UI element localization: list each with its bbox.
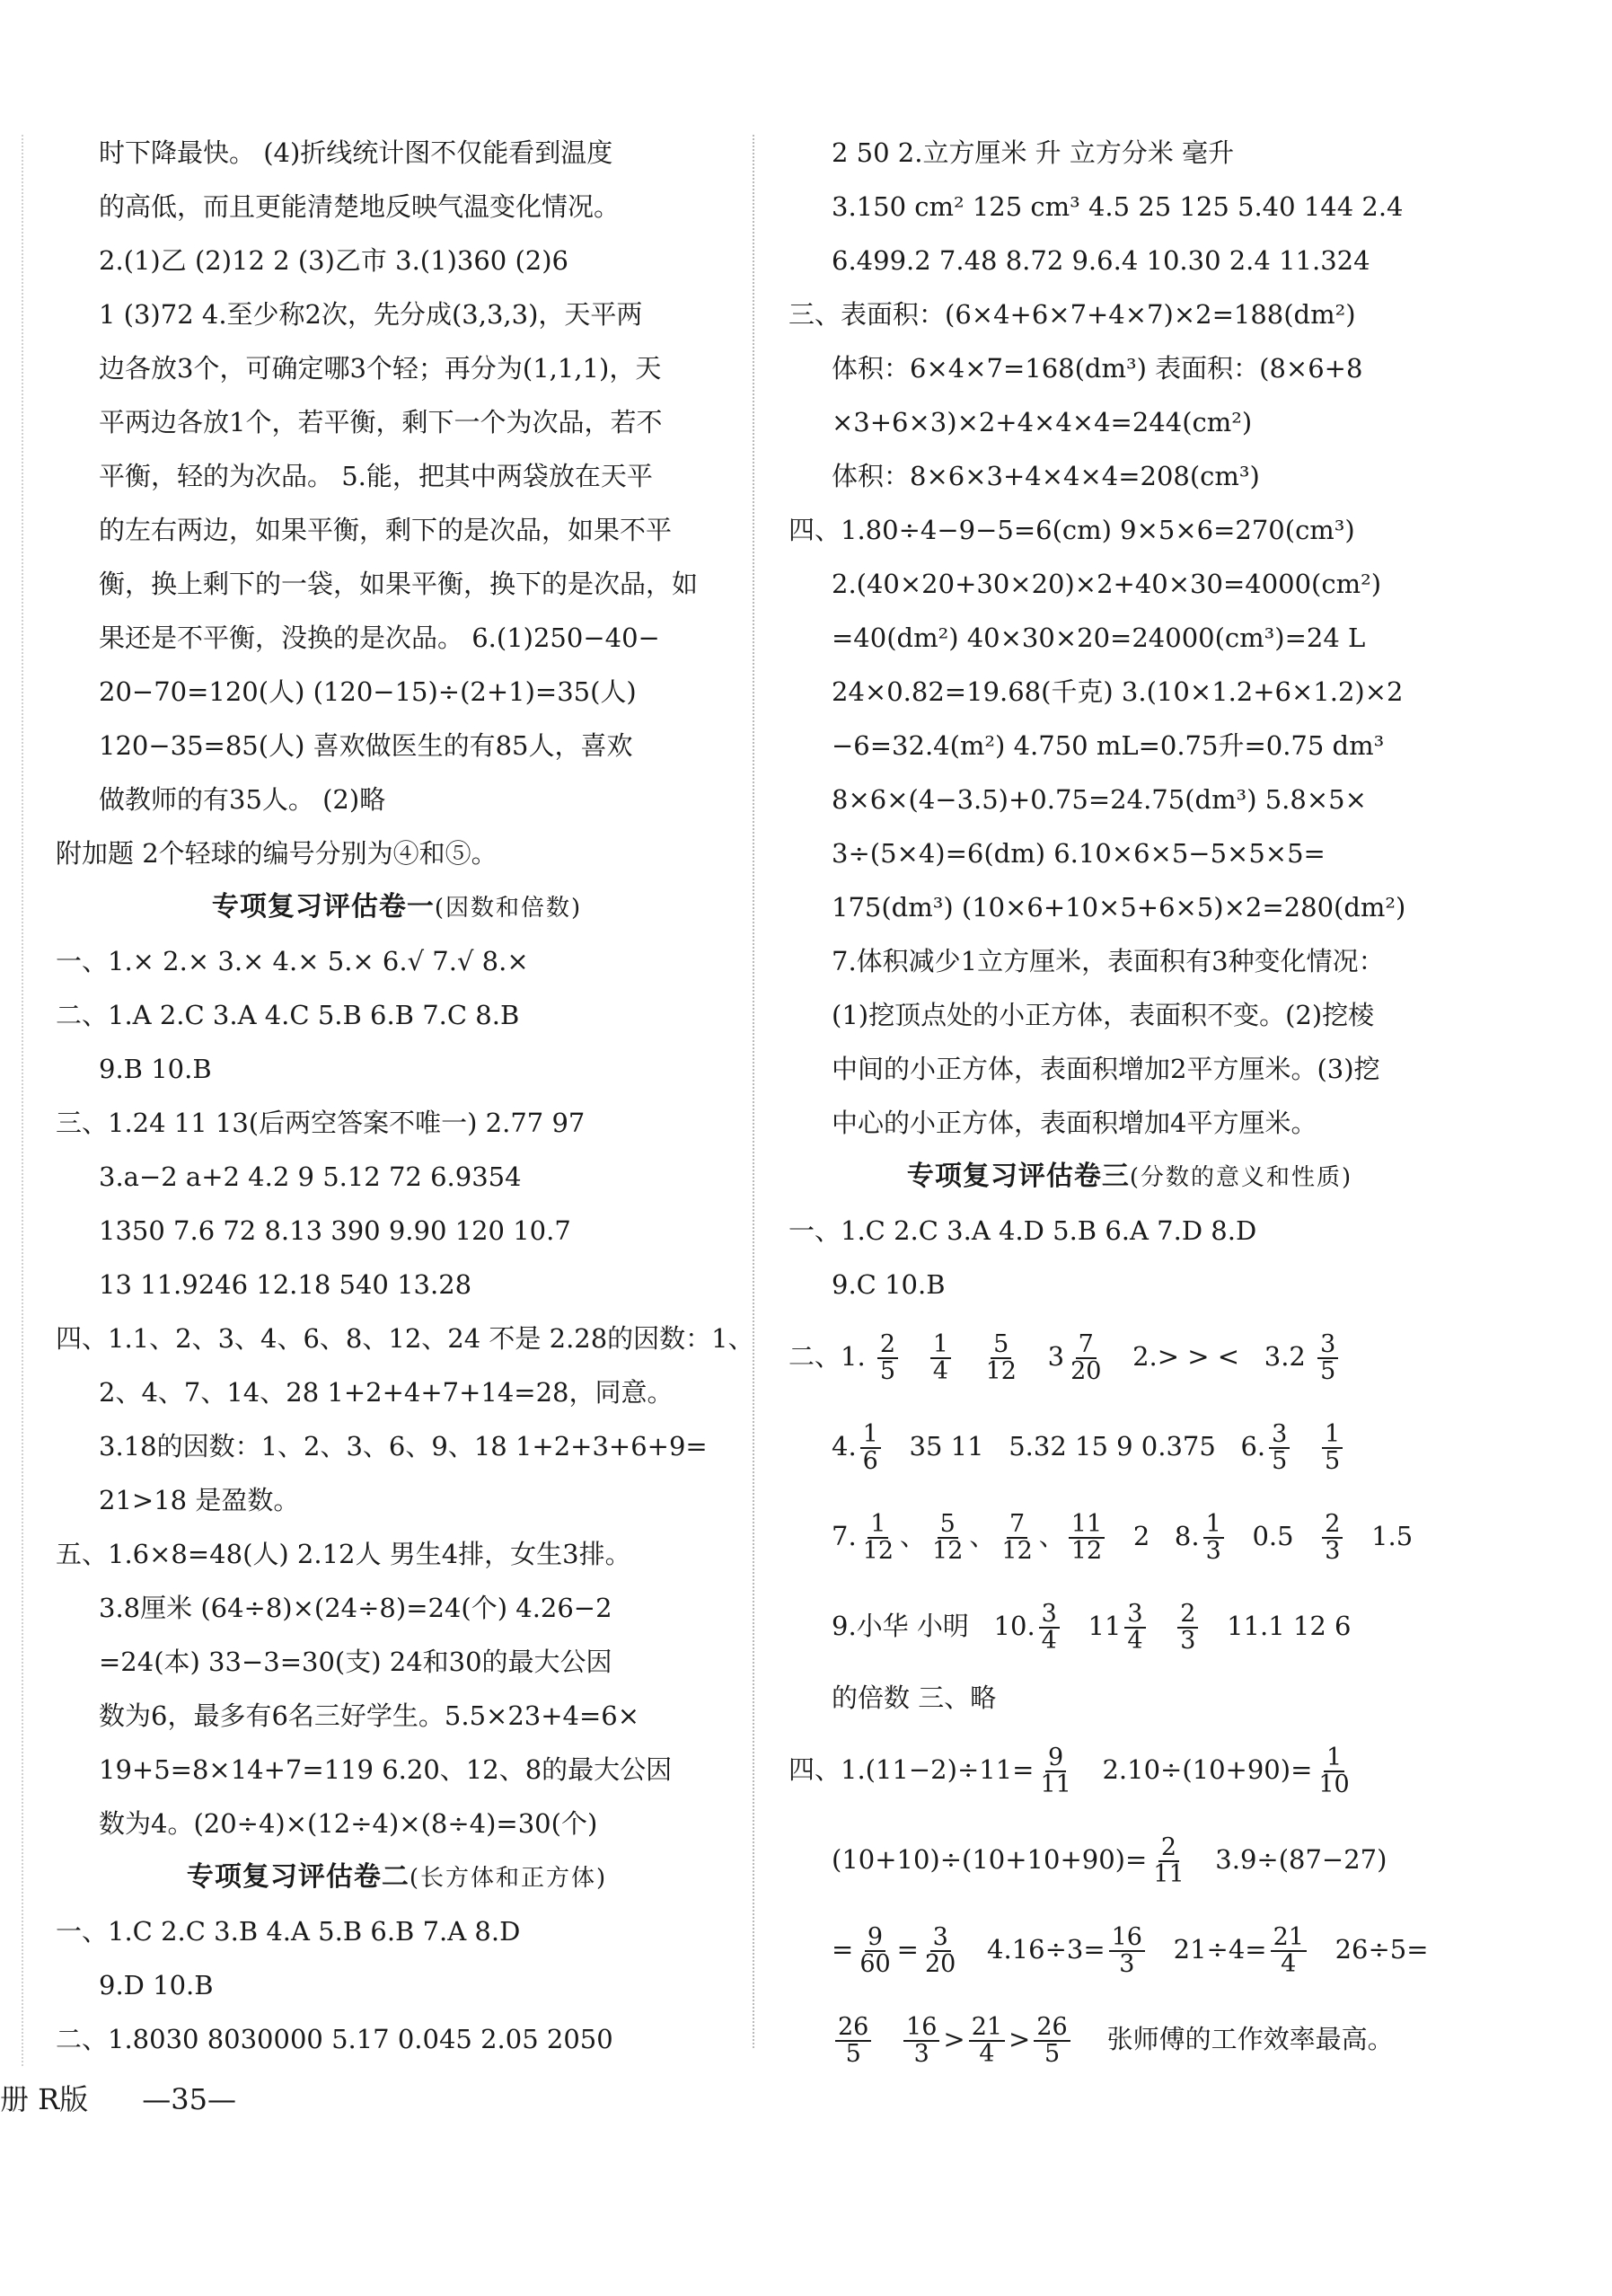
answer-line: 9.D 10.B — [99, 1970, 214, 2000]
section-subtitle: (长方体和正方体) — [409, 1865, 608, 1892]
fraction — [903, 2012, 939, 2068]
page-edge-divider — [22, 135, 23, 2066]
answer-line: 3.18的因数：1、2、3、6、9、18 1+2+3+6+9= — [99, 1431, 708, 1461]
answer-text: 2.10÷(10+90)= — [1102, 1754, 1313, 1785]
answer-line: 衡，换上剩下的一袋，如果平衡，换下的是次品，如 — [99, 569, 699, 599]
numerator: 1 — [860, 1422, 881, 1449]
fraction — [1037, 1745, 1073, 1798]
answer-line: 8×6×(4−3.5)+0.75=24.75(dm³) 5.8×5× — [832, 784, 1367, 815]
denominator: 11 — [1040, 1771, 1071, 1798]
denominator: 12 — [985, 1357, 1017, 1385]
answer-line: 二、1.8030 8030000 5.17 0.045 2.05 2050 — [56, 2024, 613, 2054]
numerator: 16 — [903, 2015, 939, 2042]
denominator: 4 — [1041, 1627, 1057, 1655]
denominator: 20 — [924, 1950, 956, 1978]
numerator: 11 — [1069, 1512, 1105, 1539]
answer-line: 3.a−2 a+2 4.2 9 5.12 72 6.9354 — [99, 1161, 522, 1192]
answer-line: 13 11.9246 12.18 540 13.28 — [99, 1269, 472, 1300]
fraction — [1150, 1832, 1186, 1888]
numerator: 1 — [1324, 1745, 1344, 1772]
fraction — [1322, 1509, 1343, 1565]
section-subtitle: (因数和倍数) — [434, 895, 583, 922]
fraction-answer-line — [788, 1491, 1471, 1581]
section-title-review-2 — [56, 1850, 738, 1904]
answer-line: 平衡，轻的为次品。 5.能，把其中两袋放在天平 — [99, 461, 653, 491]
equals: = — [896, 1934, 919, 1965]
answer-line: 一、1.C 2.C 3.B 4.A 5.B 6.B 7.A 8.D — [56, 1916, 521, 1947]
answer-text: 四、1.(11−2)÷11= — [788, 1754, 1035, 1785]
numerator: 3 — [930, 1925, 951, 1952]
numerator: 26 — [835, 2015, 871, 2042]
numerator: 2 — [1177, 1602, 1198, 1629]
answer-line: −6=32.4(m²) 4.750 mL=0.75升=0.75 dm³ — [832, 730, 1385, 761]
bonus-question-line: 附加题 2个轻球的编号分别为④和⑤。 — [56, 838, 498, 869]
answer-text: 1.5 — [1371, 1521, 1414, 1551]
answer-line: 3.8厘米 (64÷8)×(24÷8)=24(个) 4.26−2 — [99, 1593, 612, 1623]
fraction-answer-line — [788, 1994, 1471, 2084]
numerator: 9 — [1045, 1745, 1066, 1772]
numerator: 21 — [1271, 1925, 1307, 1952]
answer-line: 中间的小正方体，表面积增加2平方厘米。(3)挖 — [832, 1054, 1380, 1084]
denominator: 4 — [1127, 1627, 1143, 1655]
answer-line: 一、1.× 2.× 3.× 4.× 5.× 6.√ 7.√ 8.× — [56, 946, 529, 976]
answer-line: 一、1.C 2.C 3.A 4.D 5.B 6.A 7.D 8.D — [788, 1215, 1257, 1246]
answer-line: 的左右两边，如果平衡，剩下的是次品，如果不平 — [99, 515, 673, 545]
answer-line: 120−35=85(人) 喜欢做医生的有85人，喜欢 — [99, 730, 633, 761]
denominator: 10 — [1318, 1771, 1350, 1798]
fraction — [922, 1922, 958, 1978]
answer-text: 3.9÷(87−27) — [1215, 1844, 1387, 1875]
denominator: 5 — [879, 1357, 896, 1385]
answer-text: 21÷4= — [1173, 1934, 1267, 1965]
answer-line: ×3+6×3)×2+4×4×4=244(cm²) — [832, 407, 1253, 437]
answer-line: 9.C 10.B — [832, 1269, 946, 1300]
answer-line: 1350 7.6 72 8.13 390 9.90 120 10.7 — [99, 1215, 571, 1246]
fraction — [1034, 2012, 1070, 2068]
denominator: 12 — [862, 1537, 894, 1565]
section-subtitle: (分数的意义和性质) — [1129, 1164, 1353, 1191]
fraction — [1317, 1329, 1338, 1385]
fraction-answer-line — [788, 1401, 1471, 1491]
section-label: 二、 — [788, 1341, 841, 1372]
answer-line: =24(本) 33−3=30(支) 24和30的最大公因 — [99, 1647, 612, 1677]
fraction — [969, 2012, 1005, 2068]
section-title-review-3 — [788, 1150, 1471, 1204]
denominator: 5 — [1272, 1447, 1288, 1475]
question-number: 4. — [832, 1431, 857, 1461]
greater-than: > — [1009, 2024, 1031, 2054]
denominator: 12 — [932, 1537, 964, 1565]
answer-line: 的高低，而且更能清楚地反映气温变化情况。 — [99, 191, 621, 222]
answer-line: 2 50 2.立方厘米 升 立方分米 毫升 — [832, 137, 1235, 168]
fraction — [860, 1509, 896, 1565]
section-title-text: 专项复习评估卷一 — [211, 891, 435, 923]
answer-line: 三、表面积：(6×4+6×7+4×7)×2=188(dm²) — [788, 299, 1356, 330]
denominator: 5 — [1044, 2040, 1061, 2068]
numerator: 1 — [1322, 1422, 1343, 1449]
fraction — [857, 1922, 893, 1978]
fraction — [1203, 1509, 1224, 1565]
answer-line: 1 (3)72 4.至少称2次，先分成(3,3,3)，天平两 — [99, 299, 643, 330]
separator: 、 — [969, 1521, 996, 1551]
numerator: 16 — [1109, 1925, 1145, 1952]
answer-line: 的倍数 三、略 — [832, 1682, 997, 1713]
denominator: 20 — [1070, 1357, 1102, 1385]
answer-text: 0.5 — [1252, 1521, 1294, 1551]
denominator: 3 — [1205, 1537, 1221, 1565]
greater-than: > — [943, 2024, 965, 2054]
answer-line: 2.(1)乙 (2)12 2 (3)乙市 3.(1)360 (2)6 — [99, 245, 568, 276]
answer-line: 时下降最快。 (4)折线统计图不仅能看到温度 — [99, 137, 613, 168]
numerator: 5 — [991, 1332, 1011, 1359]
fraction — [860, 1419, 881, 1475]
numerator: 26 — [1034, 2015, 1070, 2042]
numerator: 1 — [1203, 1512, 1224, 1539]
answer-line: 19+5=8×14+7=119 6.20、12、8的最大公因 — [99, 1754, 673, 1785]
fraction — [1322, 1419, 1343, 1475]
numerator: 3 — [1269, 1422, 1290, 1449]
answer-text: (10+10)÷(10+10+90)= — [832, 1844, 1148, 1875]
numerator: 7 — [1076, 1332, 1097, 1359]
answer-text: 5.32 15 9 0.375 — [1009, 1431, 1216, 1461]
numerator: 21 — [969, 2015, 1005, 2042]
answer-line: 二、1.A 2.C 3.A 4.C 5.B 6.B 7.C 8.B — [56, 1000, 520, 1030]
fraction — [1316, 1745, 1352, 1798]
answer-line: 体积：8×6×3+4×4×4=208(cm³) — [832, 461, 1260, 491]
fraction — [1039, 1599, 1060, 1655]
left-column — [56, 126, 754, 2066]
answer-line: 果还是不平衡，没换的是次品。 6.(1)250−40− — [99, 623, 660, 653]
question-number: 6. — [1240, 1431, 1266, 1461]
denominator: 3 — [1119, 1950, 1135, 1978]
answer-line: 7.体积减少1立方厘米，表面积有3种变化情况： — [832, 946, 1385, 976]
conclusion-text: 张师傅的工作效率最高。 — [1106, 2024, 1394, 2054]
answer-line: 做教师的有35人。 (2)略 — [99, 784, 386, 815]
answer-line: 四、1.1、2、3、4、6、8、12、24 不是 2.28的因数：1、 — [56, 1323, 754, 1354]
fraction — [835, 2012, 871, 2068]
numerator: 9 — [865, 1925, 885, 1952]
fraction — [1269, 1419, 1290, 1475]
denominator: 12 — [1070, 1537, 1103, 1565]
answer-line: 20−70=120(人) (120−15)÷(2+1)=35(人) — [99, 676, 637, 707]
section-title-text: 专项复习评估卷二 — [186, 1861, 410, 1893]
fraction — [1068, 1329, 1104, 1385]
separator: 、 — [900, 1521, 927, 1551]
question-number: 8. — [1174, 1521, 1200, 1551]
answer-line: 21>18 是盈数。 — [99, 1485, 300, 1515]
answer-text: 2 — [1132, 1521, 1150, 1551]
fraction — [983, 1329, 1019, 1385]
answer-line: 四、1.80÷4−9−5=6(cm) 9×5×6=270(cm³) — [788, 515, 1355, 545]
right-column — [788, 126, 1471, 2084]
answer-line: 数为4。(20÷4)×(12÷4)×(8÷4)=30(个) — [99, 1808, 598, 1839]
fraction-answer-line — [788, 1725, 1471, 1815]
denominator: 60 — [859, 1950, 891, 1978]
fraction — [999, 1509, 1035, 1565]
answer-line: 数为6，最多有6名三好学生。5.5×23+4=6× — [99, 1700, 640, 1731]
fraction — [877, 1329, 898, 1385]
numerator: 2 — [877, 1332, 898, 1359]
answer-text: 35 11 — [909, 1431, 984, 1461]
numerator: 5 — [938, 1512, 958, 1539]
numerator: 3 — [1039, 1602, 1060, 1629]
answer-line: 体积：6×4×7=168(dm³) 表面积：(8×6+8 — [832, 353, 1363, 384]
answer-line: =40(dm²) 40×30×20=24000(cm³)=24 L — [832, 623, 1366, 653]
question-number: 10. — [993, 1611, 1035, 1641]
fraction — [1124, 1599, 1145, 1655]
denominator: 5 — [845, 2040, 861, 2068]
fraction-answer-line — [788, 1581, 1471, 1671]
denominator: 4 — [1281, 1950, 1297, 1978]
answer-line: 24×0.82=19.68(千克) 3.(10×1.2+6×1.2)×2 — [832, 676, 1404, 707]
denominator: 5 — [1324, 1447, 1341, 1475]
fraction — [1177, 1599, 1198, 1655]
edition-label: 册 R版 — [0, 2082, 89, 2116]
answer-line: 3÷(5×4)=6(dm) 6.10×6×5−5×5×5= — [832, 838, 1326, 869]
numerator: 2 — [1158, 1835, 1179, 1862]
denominator: 6 — [862, 1447, 878, 1475]
answer-text: 3.2 — [1264, 1341, 1306, 1372]
fraction-answer-line — [788, 1311, 1471, 1401]
answer-line: 三、1.24 11 13(后两空答案不唯一) 2.77 97 — [56, 1108, 586, 1138]
answer-line: 175(dm³) (10×6+10×5+6×5)×2=280(dm²) — [832, 892, 1406, 923]
answer-text: 9.小华 小明 — [832, 1611, 969, 1641]
equals: = — [832, 1934, 854, 1965]
answer-line: 9.B 10.B — [99, 1054, 212, 1084]
answer-text: 11.1 12 6 — [1227, 1611, 1352, 1641]
fraction — [1271, 1922, 1307, 1978]
answer-line: 2、4、7、14、28 1+2+4+7+14=28，同意。 — [99, 1377, 674, 1408]
answer-text: 2.> > < — [1132, 1341, 1240, 1372]
question-number: 1. — [841, 1341, 866, 1372]
answer-line: 6.499.2 7.48 8.72 9.6.4 10.30 2.4 11.324 — [832, 245, 1370, 276]
fraction — [929, 1509, 965, 1565]
answer-line: 3.150 cm² 125 cm³ 4.5 25 125 5.40 144 2.4 — [832, 191, 1404, 222]
answer-text: 4.16÷3= — [987, 1934, 1105, 1965]
denominator: 12 — [1001, 1537, 1033, 1565]
separator: 、 — [1038, 1521, 1065, 1551]
denominator: 5 — [1320, 1357, 1336, 1385]
denominator: 4 — [979, 2040, 995, 2068]
numerator: 3 — [1317, 1332, 1338, 1359]
denominator: 3 — [1180, 1627, 1196, 1655]
answer-line: (1)挖顶点处的小正方体，表面积不变。(2)挖棱 — [832, 1000, 1375, 1030]
page-footer — [0, 2077, 236, 2118]
answer-line: 边各放3个，可确定哪3个轻；再分为(1,1,1)，天 — [99, 353, 662, 384]
answer-line: 中心的小正方体，表面积增加4平方厘米。 — [832, 1108, 1317, 1138]
fraction-answer-line — [788, 1815, 1471, 1904]
answer-line: 平两边各放1个，若平衡，剩下一个为次品，若不 — [99, 407, 663, 437]
page-number: —35— — [142, 2082, 236, 2116]
section-title-review-1 — [56, 880, 738, 934]
numerator: 2 — [1322, 1512, 1343, 1539]
answer-text: 11 — [1088, 1611, 1122, 1641]
numerator: 3 — [1124, 1602, 1145, 1629]
numerator: 1 — [868, 1512, 888, 1539]
column-divider — [753, 135, 754, 2048]
denominator: 3 — [1325, 1537, 1341, 1565]
question-number: 7. — [832, 1521, 857, 1551]
denominator: 4 — [932, 1357, 948, 1385]
numerator: 1 — [930, 1332, 951, 1359]
denominator: 3 — [913, 2040, 929, 2068]
numerator: 7 — [1007, 1512, 1027, 1539]
answer-line: 2.(40×20+30×20)×2+40×30=4000(cm²) — [832, 569, 1382, 599]
fraction — [1109, 1922, 1145, 1978]
section-title-text: 专项复习评估卷三 — [906, 1161, 1130, 1192]
mixed-whole: 3 — [1047, 1341, 1065, 1372]
answer-text: 26÷5= — [1335, 1934, 1429, 1965]
denominator: 11 — [1153, 1860, 1185, 1888]
fraction — [1069, 1509, 1105, 1565]
fraction-answer-line — [788, 1904, 1471, 1994]
fraction — [930, 1329, 951, 1385]
answer-line: 五、1.6×8=48(人) 2.12人 男生4排，女生3排。 — [56, 1539, 631, 1569]
